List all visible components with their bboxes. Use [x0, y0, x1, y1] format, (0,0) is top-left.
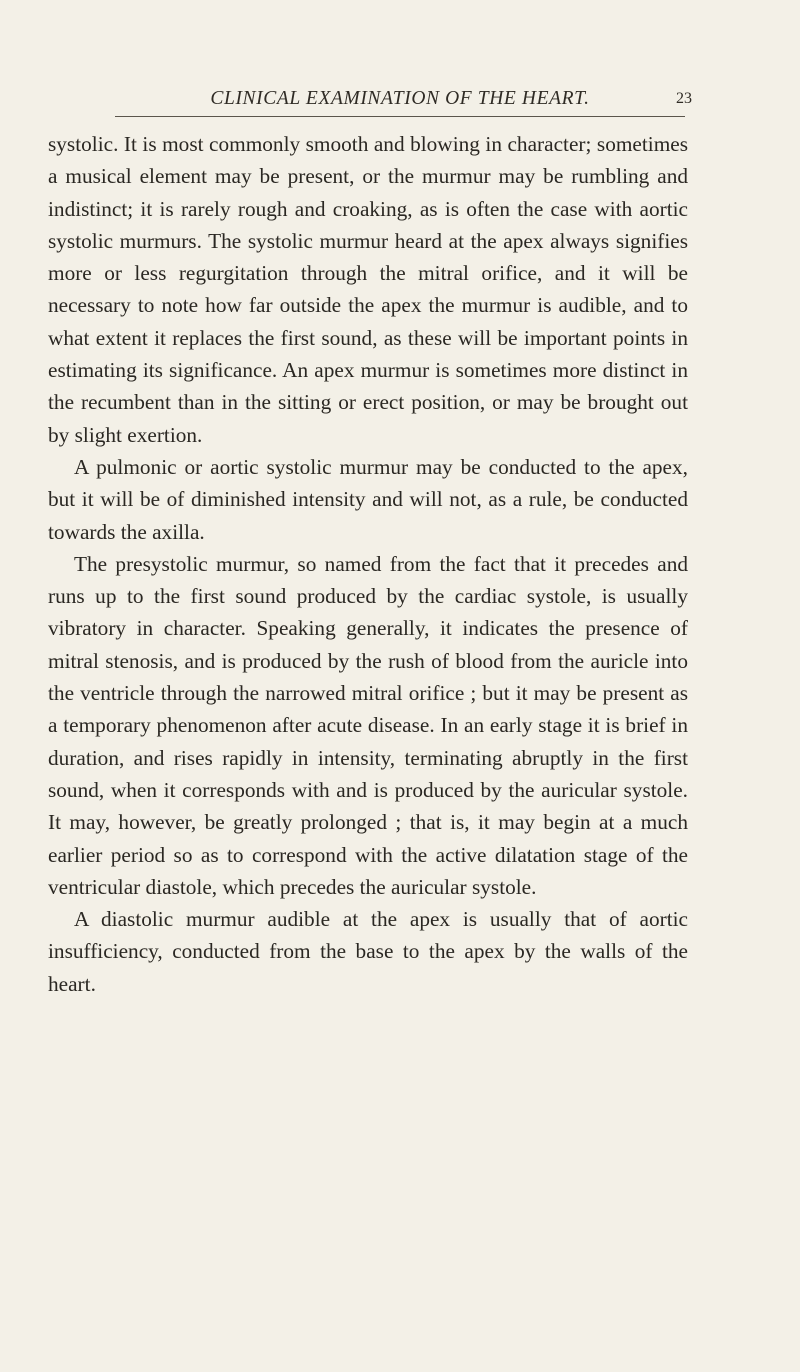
- page-number: 23: [676, 90, 692, 107]
- header-rule: [115, 116, 685, 117]
- body-text: [48, 128, 688, 1000]
- paragraph-diastolic-murmur: A diastolic murmur audible at the apex is usually that of aortic insufficiency, conducted from the base to the apex by the walls of the heart.: [48, 907, 688, 996]
- running-title: CLINICAL EXAMINATION OF THE HEART.: [210, 88, 590, 109]
- paragraph-continuation: systolic. It is most commonly smooth and blowing in character; sometimes a musical element may be present, or the murmur may be rumbling and indistinct; it is rarely rough and croaking, as is often the case with aortic systolic murmurs. The systolic murmur heard at the apex always signifies more or less regurgitation through the mitral orifice, and it will be necessary to note how far outside the apex the murmur is audible, and to what extent it replaces the first sound, as these will be important points in estimating its significance. An apex murmur is sometimes more distinct in the recumbent than in the sitting or erect position, or may be brought out by slight exertion.: [48, 132, 688, 447]
- paragraph-presystolic-murmur: The presystolic murmur, so named from the fact that it precedes and runs up to the first sound produced by the cardiac systole, is usually vibratory in character. Speaking generally, it indicates the presence of mitral stenosis, and is produced by the rush of blood from the auricle into the ventricle through the narrowed mitral orifice ; but it may be present as a temporary phenomenon after acute disease. In an early stage it is brief in duration, and rises rapidly in intensity, terminating abruptly in the first sound, when it corresponds with and is produced by the auricular systole. It may, however, be greatly prolonged ; that is, it may begin at a much earlier period so as to correspond with the active dilatation stage of the ventricular diastole, which precedes the auricular systole.: [48, 551, 688, 899]
- paragraph-pulmonic-aortic-murmur: A pulmonic or aortic systolic murmur may be conducted to the apex, but it will be of diminished intensity and will not, as a rule, be conducted towards the axilla.: [48, 454, 688, 544]
- running-head: [115, 86, 692, 112]
